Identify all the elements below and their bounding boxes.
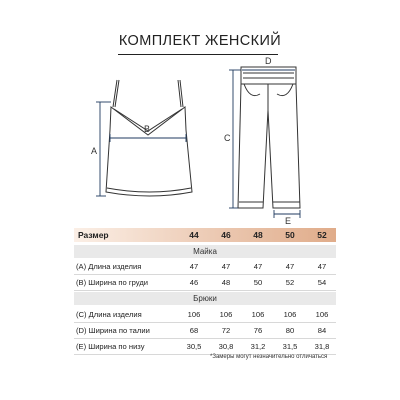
cell-value: 31,5 [282,342,298,351]
cell-value: 30,8 [218,342,234,351]
cell-value: 80 [285,326,295,335]
header-size-46: 46 [221,230,231,240]
table-row [74,324,336,339]
cell-value: 54 [317,278,327,287]
table-header [74,228,336,242]
size-table [74,228,336,351]
row-label: (B) Ширина по груди [76,278,148,287]
dim-label-a: A [91,146,98,156]
dim-label-b: B [144,124,151,134]
cell-value: 47 [253,262,263,271]
cell-value: 31,2 [250,342,266,351]
row-label: (C) Длина изделия [76,310,142,319]
cell-value: 47 [221,262,231,271]
table-row [74,340,336,355]
header-size-50: 50 [285,230,295,240]
header-size-52: 52 [317,230,327,240]
cell-value: 106 [283,310,297,319]
cell-value: 47 [285,262,295,271]
cell-value: 106 [251,310,265,319]
cell-value: 50 [253,278,263,287]
page-title: КОМПЛЕКТ ЖЕНСКИЙ [118,33,282,49]
cell-value: 52 [285,278,295,287]
pants-drawing [238,67,300,208]
table-row [74,308,336,323]
table-row [74,260,336,275]
cell-value: 84 [317,326,327,335]
cell-value: 68 [189,326,199,335]
row-label: (A) Длина изделия [76,262,142,271]
cell-value: 47 [189,262,199,271]
cell-value: 48 [221,278,231,287]
cell-value: 106 [187,310,201,319]
cell-value: 72 [221,326,231,335]
dim-label-c: C [224,133,231,143]
cell-value: 106 [315,310,329,319]
section-title-bottom: Брюки [74,292,336,305]
header-size-label: Размер [78,230,109,240]
header-size-44: 44 [189,230,199,240]
cell-value: 46 [189,278,199,287]
row-label: (D) Ширина по талии [76,326,150,335]
cell-value: 30,5 [186,342,202,351]
section-title-top: Майка [74,245,336,258]
row-label: (E) Ширина по низу [76,342,145,351]
cell-value: 47 [317,262,327,271]
header-size-48: 48 [253,230,263,240]
cell-value: 31,8 [314,342,330,351]
dim-label-e: E [285,216,292,226]
cell-value: 76 [253,326,263,335]
cell-value: 106 [219,310,233,319]
measurement-note: *Замеры могут незначительно отличаться [210,354,328,360]
table-row [74,276,336,291]
dim-label-d: D [265,56,272,66]
